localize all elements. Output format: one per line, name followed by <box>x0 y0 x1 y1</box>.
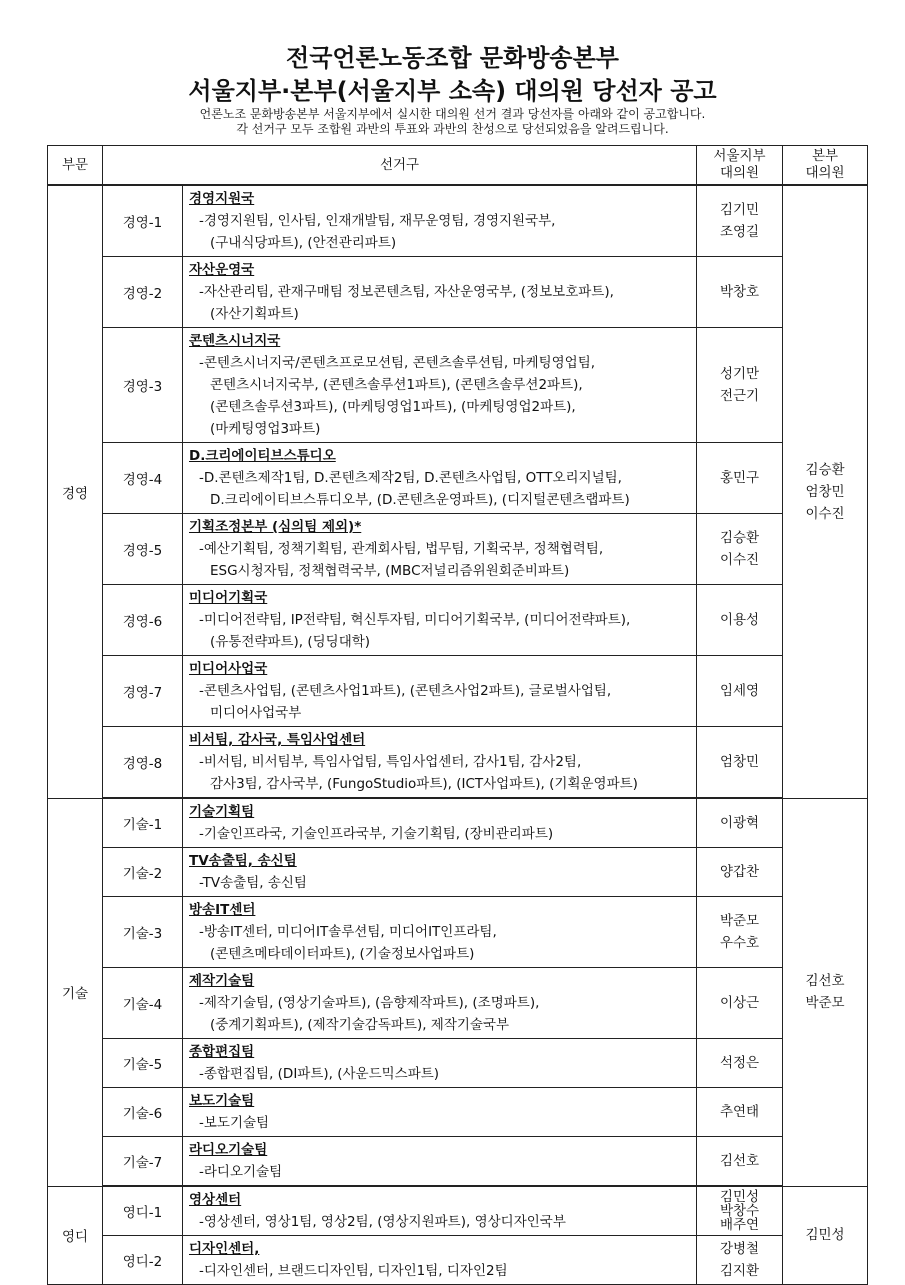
district-line: -종합편집팀, (DI파트), (사운드믹스파트) <box>199 1066 440 1082</box>
section-cell: 경영 <box>48 185 103 798</box>
table-row <box>48 798 868 848</box>
district-code: 경영-5 <box>103 514 183 585</box>
seoul-rep-name: 김승환 <box>719 530 760 546</box>
district-code: 기술-7 <box>103 1137 183 1187</box>
seoul-rep-cell <box>697 328 783 443</box>
district-line: (구내식당파트), (안전관리파트) <box>210 235 397 251</box>
seoul-rep-name: 이수진 <box>719 552 760 568</box>
district-description <box>183 798 697 848</box>
table-row <box>48 968 868 1039</box>
district-code: 기술-3 <box>103 897 183 968</box>
seoul-rep-name: 양갑찬 <box>719 864 760 880</box>
seoul-rep-cell <box>697 656 783 727</box>
table-row <box>48 1137 868 1187</box>
district-code: 경영-7 <box>103 656 183 727</box>
intro-line1: 언론노조 문화방송본부 서울지부에서 실시한 대의원 선거 결과 당선자를 아래와 같이 공고합니다. <box>199 107 706 121</box>
seoul-rep-name: 이용성 <box>719 612 760 628</box>
district-title: 디자인센터, <box>189 1241 260 1257</box>
district-title: 비서팀, 감사국, 특임사업센터 <box>189 732 366 748</box>
seoul-rep-name: 김민성 <box>719 1189 760 1205</box>
district-line: 미디어사업국부 <box>210 705 302 721</box>
seoul-rep-name: 이광혁 <box>719 815 760 831</box>
district-line: -미디어전략팀, IP전략팀, 혁신투자팀, 미디어기획국부, (미디어전략파트), <box>199 612 631 628</box>
table-row <box>48 443 868 514</box>
seoul-rep-name: 석정은 <box>719 1055 760 1071</box>
district-line: -경영지원팀, 인사팀, 인재개발팀, 재무운영팀, 경영지원국부, <box>199 213 556 229</box>
hq-rep-cell <box>783 1186 868 1285</box>
district-code: 기술-5 <box>103 1039 183 1088</box>
hq-rep-cell <box>783 798 868 1186</box>
district-line: -D.콘텐츠제작1팀, D.콘텐츠제작2팀, D.콘텐츠사업팀, OTT오리지널팀, <box>199 470 622 486</box>
district-line: -TV송출팀, 송신팀 <box>199 875 307 891</box>
district-line: D.크리에이티브스튜디오부, (D.콘텐츠운영파트), (디지털콘텐츠랩파트) <box>210 492 630 508</box>
district-description <box>183 1137 697 1187</box>
district-line: (자산기획파트) <box>210 306 299 322</box>
seoul-rep-cell <box>697 798 783 848</box>
district-description <box>183 328 697 443</box>
header-hq-rep <box>783 146 868 186</box>
header-seoul-line1: 서울지부 <box>713 148 766 164</box>
district-description <box>183 1186 697 1236</box>
district-line: -디자인센터, 브랜드디자인팀, 디자인1팀, 디자인2팀 <box>199 1263 508 1279</box>
district-code: 영디-1 <box>103 1186 183 1236</box>
section-cell: 영디 <box>48 1186 103 1285</box>
seoul-rep-name: 이상근 <box>719 995 760 1011</box>
district-line: (콘텐츠메타데이터파트), (기술정보사업파트) <box>210 946 475 962</box>
district-code: 영디-2 <box>103 1236 183 1285</box>
seoul-rep-cell <box>697 585 783 656</box>
intro-line2: 각 선거구 모두 조합원 과반의 투표와 과반의 찬성으로 당선되었음을 알려드립니다. <box>236 122 669 136</box>
district-title: 기술기획팀 <box>189 804 255 820</box>
district-line: ESG시청자팀, 정책협력국부, (MBC저널리즘위원회준비파트) <box>210 563 570 579</box>
seoul-rep-cell <box>697 1039 783 1088</box>
header-seoul-line2: 대의원 <box>719 165 760 181</box>
district-code: 기술-6 <box>103 1088 183 1137</box>
district-title: 방송IT센터 <box>189 902 256 918</box>
table-row <box>48 185 868 257</box>
hq-rep-name: 김민성 <box>805 1227 845 1244</box>
district-description <box>183 585 697 656</box>
district-code: 기술-1 <box>103 798 183 848</box>
seoul-rep-cell <box>697 1186 783 1236</box>
district-code: 기술-4 <box>103 968 183 1039</box>
district-code: 기술-2 <box>103 848 183 897</box>
hq-rep-name: 엄창민 <box>805 483 845 500</box>
district-title: 제작기술팀 <box>189 973 255 989</box>
district-line: -영상센터, 영상1팀, 영상2팀, (영상지원파트), 영상디자인국부 <box>199 1214 566 1230</box>
table-row <box>48 656 868 727</box>
table-body <box>48 185 868 1285</box>
document-title-line1: 전국언론노동조합 문화방송본부 <box>286 44 619 72</box>
district-title: 기획조정본부 (심의팀 제외)* <box>189 519 362 535</box>
seoul-rep-name: 임세영 <box>719 683 760 699</box>
seoul-rep-name: 김선호 <box>719 1153 760 1169</box>
seoul-rep-cell <box>697 848 783 897</box>
district-line: 감사3팀, 감사국부, (FungoStudio파트), (ICT사업파트), (기획운영파트) <box>210 776 638 792</box>
district-line: -방송IT센터, 미디어IT솔루션팀, 미디어IT인프라팀, <box>199 924 497 940</box>
table-row <box>48 328 868 443</box>
hq-rep-name: 박준모 <box>805 995 845 1011</box>
district-title: 종합편집팀 <box>189 1044 255 1060</box>
district-code: 경영-6 <box>103 585 183 656</box>
seoul-rep-name: 김지환 <box>719 1263 760 1279</box>
district-title: 자산운영국 <box>189 262 255 278</box>
district-line: (유통전략파트), (딩딩대학) <box>210 634 371 650</box>
seoul-rep-name: 강병철 <box>719 1241 760 1257</box>
district-line: (콘텐츠솔루션3파트), (마케팅영업1파트), (마케팅영업2파트), <box>210 399 576 415</box>
seoul-rep-cell <box>697 968 783 1039</box>
table-header-row <box>48 146 868 186</box>
district-code: 경영-8 <box>103 727 183 799</box>
hq-rep-name: 이수진 <box>805 505 845 522</box>
district-line: 콘텐츠시너지국부, (콘텐츠솔루션1파트), (콘텐츠솔루션2파트), <box>210 377 583 393</box>
seoul-rep-cell <box>697 1236 783 1285</box>
hq-rep-name: 김승환 <box>805 461 845 478</box>
seoul-rep-cell <box>697 1137 783 1187</box>
district-line: -보도기술팀 <box>199 1115 270 1131</box>
seoul-rep-cell <box>697 185 783 257</box>
district-code: 경영-2 <box>103 257 183 328</box>
district-line: -콘텐츠시너지국/콘텐츠프로모션팀, 콘텐츠솔루션팀, 마케팅영업팀, <box>199 355 596 371</box>
district-title: 라디오기술팀 <box>189 1142 268 1158</box>
district-title: 영상센터 <box>189 1192 242 1208</box>
district-title: 미디어기획국 <box>189 590 268 606</box>
district-description <box>183 1088 697 1137</box>
seoul-rep-cell <box>697 443 783 514</box>
district-description <box>183 1039 697 1088</box>
seoul-rep-name: 김기민 <box>719 202 760 218</box>
district-line: -자산관리팀, 관재구매팀 정보콘텐츠팀, 자산운영국부, (정보보호파트), <box>199 284 614 300</box>
district-line: -콘텐츠사업팀, (콘텐츠사업1파트), (콘텐츠사업2파트), 글로벌사업팀, <box>199 683 612 699</box>
header-seoul-rep <box>697 146 783 186</box>
document-title-line2: 서울지부·본부(서울지부 소속) 대의원 당선자 공고 <box>188 77 717 105</box>
district-line: (중계기획파트), (제작기술감독파트), 제작기술국부 <box>210 1017 510 1033</box>
seoul-rep-name: 박창수 <box>719 1203 760 1219</box>
district-title: 경영지원국 <box>189 191 255 207</box>
district-description <box>183 257 697 328</box>
seoul-rep-name: 박준모 <box>719 913 760 929</box>
header-district: 선거구 <box>103 146 697 186</box>
section-cell: 기술 <box>48 798 103 1186</box>
district-description <box>183 443 697 514</box>
seoul-rep-name: 추연태 <box>719 1104 760 1120</box>
table-row <box>48 257 868 328</box>
hq-rep-cell <box>783 185 868 798</box>
table-row <box>48 848 868 897</box>
seoul-rep-cell <box>697 1088 783 1137</box>
district-line: -라디오기술팀 <box>199 1164 283 1180</box>
seoul-rep-cell <box>697 514 783 585</box>
header-hq-line1: 본부 <box>811 148 839 164</box>
table-row <box>48 1236 868 1285</box>
seoul-rep-name: 조영길 <box>719 224 760 240</box>
district-description <box>183 514 697 585</box>
district-code: 경영-3 <box>103 328 183 443</box>
seoul-rep-name: 우수호 <box>719 935 760 951</box>
district-title: TV송출팀, 송신팀 <box>189 853 297 869</box>
table-row <box>48 514 868 585</box>
district-description <box>183 656 697 727</box>
seoul-rep-cell <box>697 257 783 328</box>
district-description <box>183 185 697 257</box>
seoul-rep-name: 성기만 <box>719 366 760 382</box>
district-line: -제작기술팀, (영상기술파트), (음향제작파트), (조명파트), <box>199 995 540 1011</box>
table-row <box>48 897 868 968</box>
seoul-rep-name: 박창호 <box>719 284 760 300</box>
seoul-rep-name: 엄창민 <box>719 754 760 770</box>
district-description <box>183 1236 697 1285</box>
seoul-rep-cell <box>697 897 783 968</box>
district-description <box>183 897 697 968</box>
seoul-rep-name: 배주연 <box>719 1217 760 1233</box>
district-line: -예산기획팀, 정책기획팀, 관계회사팀, 법무팀, 기획국부, 정책협력팀, <box>199 541 604 557</box>
table-row <box>48 1088 868 1137</box>
seoul-rep-name: 전근기 <box>719 388 760 404</box>
header-section: 부문 <box>48 146 103 186</box>
table-row <box>48 585 868 656</box>
seoul-rep-name: 홍민구 <box>719 470 760 486</box>
district-title: 미디어사업국 <box>189 661 268 677</box>
seoul-rep-cell <box>697 727 783 799</box>
results-table <box>47 145 868 1285</box>
table-row <box>48 1186 868 1236</box>
district-code: 경영-1 <box>103 185 183 257</box>
header-hq-line2: 대의원 <box>805 165 845 181</box>
district-description <box>183 848 697 897</box>
district-title: 보도기술팀 <box>189 1093 255 1109</box>
district-line: -기술인프라국, 기술인프라국부, 기술기획팀, (장비관리파트) <box>199 826 554 842</box>
district-title: D.크리에이티브스튜디오 <box>189 448 336 464</box>
district-code: 경영-4 <box>103 443 183 514</box>
district-line: -비서팀, 비서팀부, 특임사업팀, 특임사업센터, 감사1팀, 감사2팀, <box>199 754 582 770</box>
table-row <box>48 1039 868 1088</box>
district-line: (마케팅영업3파트) <box>210 421 321 437</box>
table-row <box>48 727 868 799</box>
district-description <box>183 727 697 799</box>
district-description <box>183 968 697 1039</box>
district-title: 콘텐츠시너지국 <box>189 333 281 349</box>
hq-rep-name: 김선호 <box>805 973 845 989</box>
